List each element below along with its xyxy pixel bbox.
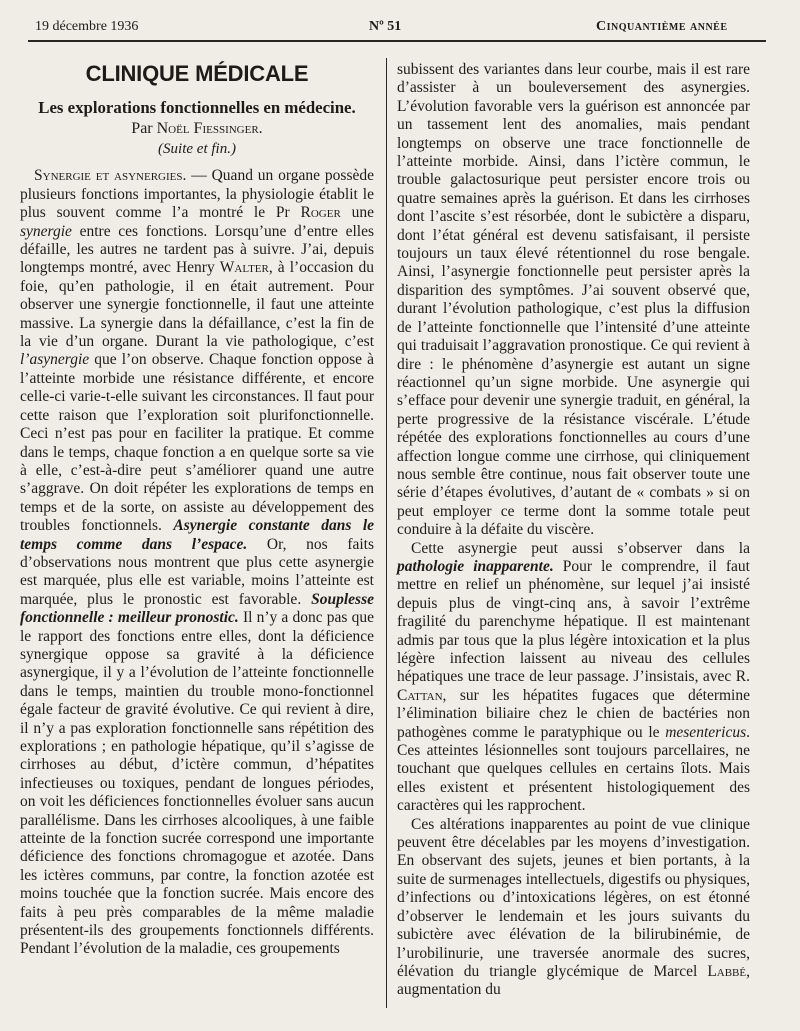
text-run: Il n’y a donc pas que le rapport des fonctions entre elles, dont la déficience synergique oppose sa gravité à la déficience asynergique, il y a l’évolution de l’atteinte fonctionnelle dans le temps, maintien du trouble mono-fonctionnel égale facteur de gravité évolutive. Ce qui revient à dire, il n’y a pas exploration fonctionnelle sans répétition des explorations ; en pathologie hépatique, qu’il s’agisse de cirrhoses au début, d’ictère commun, d’hépatites infectieuses ou toxiques, pendant de longues périodes, on voit les déficiences fonctionnelles évoluer sans aucun parallélisme. Dans les cirrhoses alcooliques, à une faible atteinte de la fonction sucrée correspond une importante déficience des fonctions chromagogue et azotée. Dans les ictères communs, par contre, la fonction azotée est moins touchée que la fonction sucrée. Mais encore des faits à peu près comparables de la même maladie présentent-ils des groupements fonctionnels différents. Pendant l’évolution de la maladie, ces groupements	[20, 609, 374, 958]
text-run: entre ces fonctions. Lorsqu’une d’entre elles défaille, les autres ne tardent pas à suivre. J’ai, depuis longtemps montré, avec Henry	[20, 222, 374, 277]
page-header	[0, 19, 800, 39]
paragraph-alterations	[397, 816, 750, 1000]
text-run: une	[340, 204, 374, 222]
article-title: Les explorations fonctionnelles en médecine.	[38, 98, 356, 118]
paragraph-synergie	[20, 167, 374, 958]
name-roger: Roger	[300, 204, 341, 222]
article-author: Noël Fiessinger.	[156, 120, 263, 138]
byline-prefix: Par	[131, 120, 153, 138]
text-run: , augmentation du	[397, 962, 750, 999]
text-run: Pour le comprendre, il faut mettre en relief un phénomène, sur lequel j’ai insisté depuis plus de vingt-cinq ans, à savoir l’extrême fragilité du parenchyme hépatique. Il est maintenant admis par tous que la plus légère intoxication et la plus légère infection laissent au niveau des cellules hépatiques une trace de leur passage. J’insistais, avec R.	[397, 557, 750, 686]
paragraph-inapparente	[397, 540, 750, 816]
emphasis-souplesse: Souplesse fonctionnelle : meilleur pronostic.	[20, 590, 374, 627]
name-labbe: Labbé	[707, 962, 747, 980]
name-walter: Walter	[219, 259, 269, 277]
right-column	[397, 61, 750, 1000]
header-rule	[28, 40, 766, 42]
text-run: , sur les hépatites fugaces que détermine l’élimination biliaire chez le chien de bactéries non pathogènes comme le paratyphique ou le	[397, 686, 750, 741]
paragraph-lead: Synergie et asynergies.	[34, 167, 187, 185]
header-year: Cinquantième année	[596, 19, 728, 34]
column-divider	[386, 58, 387, 1008]
text-run: Ces altérations inapparentes au point de vue clinique peuvent être décelables par les moyens d’investigation. En observant des sujets, jeunes et bien portants, à la suite de surmenages intellectuels, digestifs ou physiques, d’infections ou d’intoxications légères, on est étonné d’observer le lendemain et les jours suivants du subictère avec élévation de la bilirubinémie, de l’urobilinurie, une traversée anormale des sucres, élévation du triangle glycémique de Marcel	[397, 815, 750, 980]
left-column	[20, 58, 374, 959]
article-continuation-note: (Suite et fin.)	[158, 141, 236, 158]
emphasis-asynergie: l’asynergie	[20, 351, 90, 369]
header-issue-number: Nº 51	[369, 19, 402, 34]
emphasis-pathologie-inapparente: pathologie inapparente.	[397, 557, 554, 575]
emphasis-asynergie-constante: Asynergie constante dans le temps comme dans l’espace.	[20, 517, 375, 553]
text-run: — Quand un organe possède plusieurs fonctions importantes, la physiologie établit le plus souvent comme l’a montré le Pr	[20, 167, 374, 222]
paragraph-continuation: subissent des variantes dans leur courbe, mais il est rare d’assister à un bouleversement des asynergies. L’évolution favorable vers la guérison est annoncée par un tassement lent des anomalies, mais pendant longtemps on observe une trace fonctionnelle de l’atteinte morbide. Ainsi, dans l’ictère commun, le trouble galactosurique peut persister encore trois ou quatre semaines après la guérison. Et dans les cirrhoses dont l’ascite s’est résorbée, dont le subictère a disparu, dont l’état général est devenu satisfaisant, il persiste toujours un taux élevé rétentionnel du rose bengale. Ainsi, l’asynergie fonctionnelle peut persister après la disparition des symptômes. J’ai souvent observé que, durant l’évolution pathologique, c’est plus la diffusion de l’atteinte fonctionnelle que l’intensité d’une atteinte qui traduisait l’aggravation pronostique. Ce qui revient à dire : le phénomène d’asynergie est autant un signe réactionnel qu’un signe morbide. Une asynergie qui s’efface pour devenir une synergie traduit, en général, la perte progressive de la résistance viscérale. L’étude répétée des explorations fonctionnelles au cours d’une affection longue comme une cirrhose, qui cliniquement nous semble être continue, nous fait observer toute une série d’étapes évolutives, d’autant de « combats » si on peut employer ce terme dont la somme totale peut conduire à la défaite du viscère.	[397, 61, 750, 539]
text-run: Or, nos faits d’observations nous montrent que plus cette asynergie est marquée, plus elle est variable, moins l’atteinte est marquée, plus le pronostic est favorable.	[20, 535, 374, 608]
section-title: CLINIQUE MÉDICALE	[85, 61, 309, 86]
text-run: que l’on observe. Chaque fonction oppose à l’atteinte morbide une résistance différente, et encore celle-ci varie-t-elle suivant les circonstances. Il faut pour cette raison que l’exploration soit plurifonctionnelle. Ceci n’est pas pour en faciliter la pratique. Et comme dans le temps, chaque fonction a en quelque sorte sa vie à elle, c’est-à-dire peut s’améliorer quand une autre s’aggrave. On doit répéter les explorations de temps en temps et de la sorte, on assiste au développement des troubles fonctionnels.	[20, 351, 374, 535]
text-run: , à l’occasion du foie, qu’en pathologie, il en était autrement. Pour observer une synergie fonctionnelle, il faut une atteinte massive. La synergie dans la défaillance, c’est la fin de la vie d’un organe. Durant la vie pathologique, c’est	[20, 259, 375, 351]
text-run: Cette asynergie peut aussi s’observer dans la	[411, 539, 750, 557]
emphasis-synergie: synergie	[20, 222, 72, 240]
emphasis-mesentericus: mesentericus	[665, 723, 747, 741]
name-cattan: Cattan	[397, 686, 443, 704]
header-date: 19 décembre 1936	[35, 19, 139, 34]
article-byline	[20, 119, 374, 138]
text-run: . Ces atteintes lésionnelles sont toujours parcellaires, ne touchant que quelques cellules en certains îlots. Mais elles existent et présentent histologiquement des caractères qui les rapprochent.	[397, 723, 750, 815]
